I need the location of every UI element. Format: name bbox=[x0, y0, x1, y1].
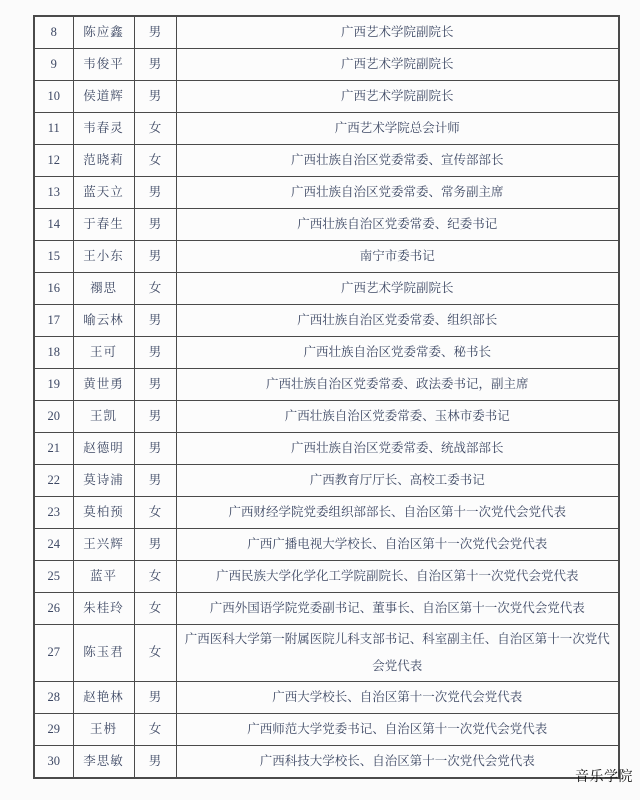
cell-gender: 男 bbox=[134, 433, 176, 465]
cell-no: 28 bbox=[34, 681, 73, 713]
cell-gender: 女 bbox=[134, 593, 176, 625]
cell-position: 广西壮族自治区党委常委、常务副主席 bbox=[176, 177, 619, 209]
cell-gender: 男 bbox=[134, 529, 176, 561]
table-row bbox=[34, 625, 619, 682]
cell-gender: 男 bbox=[134, 401, 176, 433]
cell-gender: 女 bbox=[134, 497, 176, 529]
cell-name: 韦春灵 bbox=[73, 113, 134, 145]
cell-position: 广西医科大学第一附属医院儿科支部书记、科室副主任、自治区第十一次党代会党代表 bbox=[176, 625, 619, 682]
cell-gender: 男 bbox=[134, 369, 176, 401]
cell-no: 25 bbox=[34, 561, 73, 593]
cell-position: 广西艺术学院副院长 bbox=[176, 81, 619, 113]
cell-no: 27 bbox=[34, 625, 73, 682]
cell-name: 王小东 bbox=[73, 241, 134, 273]
cell-position: 广西壮族自治区党委常委、政法委书记，副主席 bbox=[176, 369, 619, 401]
cell-no: 19 bbox=[34, 369, 73, 401]
cell-gender: 女 bbox=[134, 561, 176, 593]
cell-position: 广西壮族自治区党委常委、宣传部部长 bbox=[176, 145, 619, 177]
cell-position: 广西师范大学党委书记、自治区第十一次党代会党代表 bbox=[176, 713, 619, 745]
cell-position: 广西壮族自治区党委常委、组织部长 bbox=[176, 305, 619, 337]
cell-position: 广西艺术学院副院长 bbox=[176, 49, 619, 81]
cell-position: 广西外国语学院党委副书记、董事长、自治区第十一次党代会党代表 bbox=[176, 593, 619, 625]
cell-position: 广西大学校长、自治区第十一次党代会党代表 bbox=[176, 681, 619, 713]
table-row bbox=[34, 209, 619, 241]
cell-position: 广西壮族自治区党委常委、纪委书记 bbox=[176, 209, 619, 241]
cell-position: 广西壮族自治区党委常委、玉林市委书记 bbox=[176, 401, 619, 433]
cell-no: 17 bbox=[34, 305, 73, 337]
table-row bbox=[34, 145, 619, 177]
cell-no: 26 bbox=[34, 593, 73, 625]
cell-position: 广西艺术学院副院长 bbox=[176, 273, 619, 305]
cell-position: 广西科技大学校长、自治区第十一次党代会党代表 bbox=[176, 745, 619, 778]
cell-gender: 女 bbox=[134, 273, 176, 305]
cell-gender: 男 bbox=[134, 177, 176, 209]
cell-no: 16 bbox=[34, 273, 73, 305]
cell-no: 29 bbox=[34, 713, 73, 745]
cell-name: 王兴辉 bbox=[73, 529, 134, 561]
cell-gender: 女 bbox=[134, 625, 176, 682]
cell-name: 韦俊平 bbox=[73, 49, 134, 81]
cell-gender: 男 bbox=[134, 745, 176, 778]
table-row bbox=[34, 113, 619, 145]
cell-no: 14 bbox=[34, 209, 73, 241]
cell-no: 24 bbox=[34, 529, 73, 561]
cell-name: 喻云林 bbox=[73, 305, 134, 337]
table-row bbox=[34, 81, 619, 113]
cell-gender: 男 bbox=[134, 49, 176, 81]
cell-name: 侯道辉 bbox=[73, 81, 134, 113]
table-row bbox=[34, 273, 619, 305]
cell-no: 10 bbox=[34, 81, 73, 113]
table-row bbox=[34, 465, 619, 497]
cell-name: 朱桂玲 bbox=[73, 593, 134, 625]
table-row bbox=[34, 49, 619, 81]
cell-gender: 女 bbox=[134, 145, 176, 177]
cell-gender: 男 bbox=[134, 337, 176, 369]
cell-gender: 男 bbox=[134, 81, 176, 113]
cell-name: 陈应鑫 bbox=[73, 16, 134, 49]
table-row bbox=[34, 401, 619, 433]
cell-gender: 男 bbox=[134, 681, 176, 713]
cell-position: 广西财经学院党委组织部部长、自治区第十一次党代会党代表 bbox=[176, 497, 619, 529]
table-row bbox=[34, 681, 619, 713]
cell-gender: 男 bbox=[134, 209, 176, 241]
table-row bbox=[34, 337, 619, 369]
cell-gender: 男 bbox=[134, 241, 176, 273]
table-row bbox=[34, 497, 619, 529]
cell-no: 13 bbox=[34, 177, 73, 209]
cell-position: 广西广播电视大学校长、自治区第十一次党代会党代表 bbox=[176, 529, 619, 561]
cell-gender: 男 bbox=[134, 16, 176, 49]
cell-no: 22 bbox=[34, 465, 73, 497]
cell-name: 赵德明 bbox=[73, 433, 134, 465]
table-row bbox=[34, 433, 619, 465]
table-row bbox=[34, 561, 619, 593]
table-row bbox=[34, 593, 619, 625]
cell-gender: 女 bbox=[134, 713, 176, 745]
cell-gender: 男 bbox=[134, 305, 176, 337]
cell-name: 莫柏预 bbox=[73, 497, 134, 529]
cell-no: 11 bbox=[34, 113, 73, 145]
cell-position: 南宁市委书记 bbox=[176, 241, 619, 273]
cell-name: 王可 bbox=[73, 337, 134, 369]
cell-gender: 女 bbox=[134, 113, 176, 145]
table-row bbox=[34, 241, 619, 273]
cell-name: 于春生 bbox=[73, 209, 134, 241]
cell-name: 禤思 bbox=[73, 273, 134, 305]
cell-no: 15 bbox=[34, 241, 73, 273]
cell-no: 30 bbox=[34, 745, 73, 778]
table-row bbox=[34, 16, 619, 49]
cell-no: 9 bbox=[34, 49, 73, 81]
cell-position: 广西艺术学院总会计师 bbox=[176, 113, 619, 145]
table-row bbox=[34, 529, 619, 561]
cell-no: 8 bbox=[34, 16, 73, 49]
cell-no: 23 bbox=[34, 497, 73, 529]
cell-position: 广西壮族自治区党委常委、统战部部长 bbox=[176, 433, 619, 465]
cell-name: 蓝平 bbox=[73, 561, 134, 593]
footer-label: 音乐学院 bbox=[575, 768, 633, 784]
cell-position: 广西艺术学院副院长 bbox=[176, 16, 619, 49]
cell-name: 莫诗浦 bbox=[73, 465, 134, 497]
table-row bbox=[34, 745, 619, 778]
cell-gender: 男 bbox=[134, 465, 176, 497]
cell-name: 蓝天立 bbox=[73, 177, 134, 209]
cell-position: 广西壮族自治区党委常委、秘书长 bbox=[176, 337, 619, 369]
roster-table bbox=[33, 15, 620, 779]
table-row bbox=[34, 369, 619, 401]
table-row bbox=[34, 713, 619, 745]
cell-name: 范晓莉 bbox=[73, 145, 134, 177]
table-row bbox=[34, 177, 619, 209]
cell-name: 王枬 bbox=[73, 713, 134, 745]
cell-name: 李思敏 bbox=[73, 745, 134, 778]
cell-no: 12 bbox=[34, 145, 73, 177]
cell-name: 黄世勇 bbox=[73, 369, 134, 401]
cell-position: 广西教育厅厅长、高校工委书记 bbox=[176, 465, 619, 497]
cell-no: 20 bbox=[34, 401, 73, 433]
cell-position: 广西民族大学化学化工学院副院长、自治区第十一次党代会党代表 bbox=[176, 561, 619, 593]
cell-name: 赵艳林 bbox=[73, 681, 134, 713]
cell-name: 陈玉君 bbox=[73, 625, 134, 682]
cell-no: 21 bbox=[34, 433, 73, 465]
cell-no: 18 bbox=[34, 337, 73, 369]
table-row bbox=[34, 305, 619, 337]
cell-name: 王凯 bbox=[73, 401, 134, 433]
